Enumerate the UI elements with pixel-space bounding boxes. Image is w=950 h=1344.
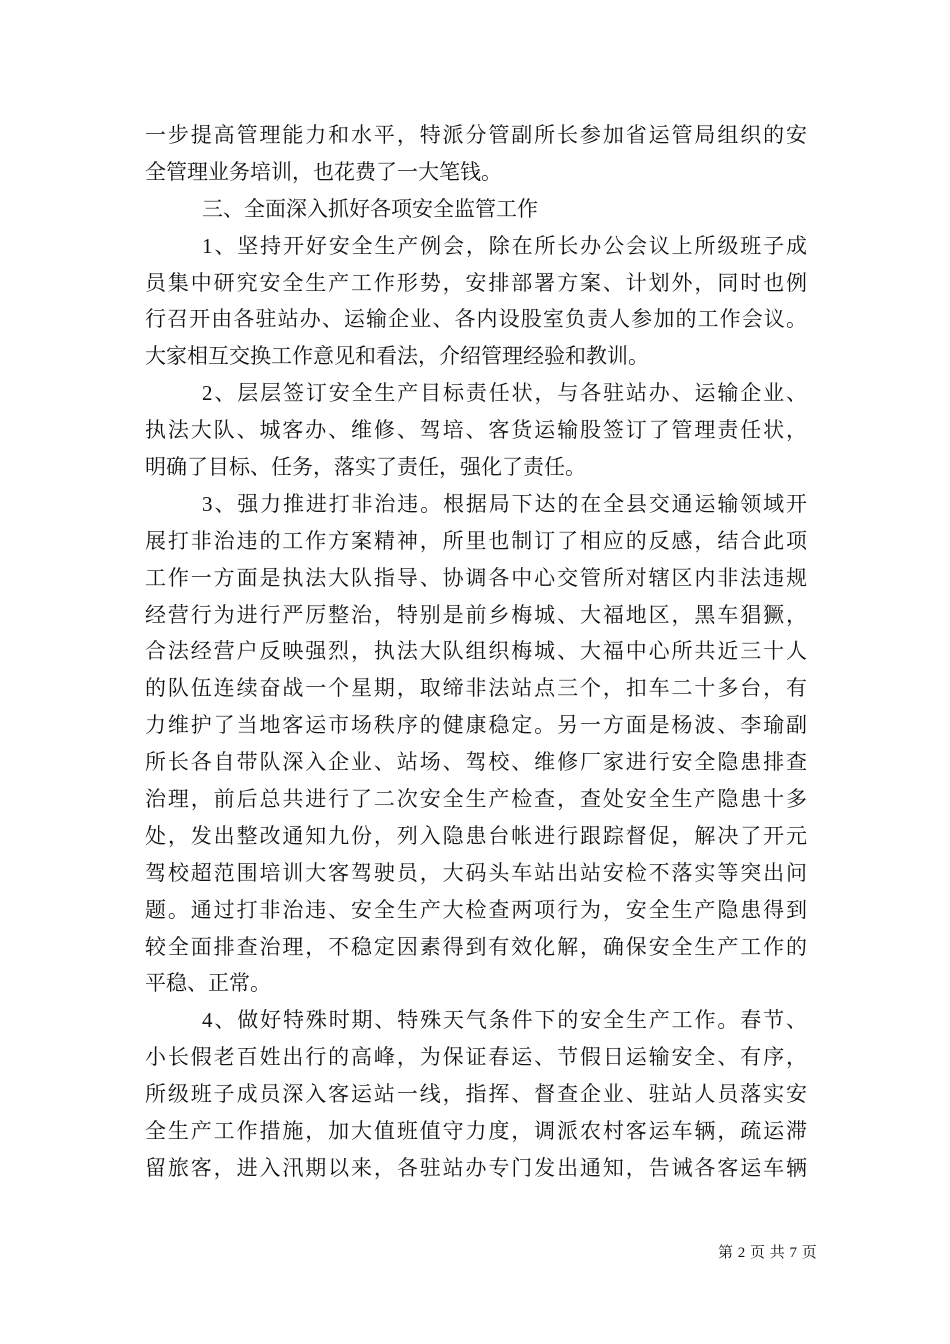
page-number: 第 2 页 共 7 页 <box>718 1245 818 1261</box>
text-block <box>145 117 807 1187</box>
document-line: 一步提高管理能力和水平，特派分管副所长参加省运管局组织的安 <box>145 123 807 147</box>
document-line: 小长假老百姓出行的高峰，为保证春运、节假日运输安全、有序， <box>145 1045 807 1070</box>
document-line: 的队伍连续奋战一个星期，取缔非法站点三个，扣车二十多台，有 <box>145 676 807 701</box>
document-line: 经营行为进行严厉整治，特别是前乡梅城、大福地区，黑车猖獗， <box>145 602 807 627</box>
document-line: 全管理业务培训，也花费了一大笔钱。 <box>145 159 502 184</box>
document-line: 题。通过打非治违、安全生产大检查两项行为，安全生产隐患得到 <box>145 897 807 922</box>
document-line: 力维护了当地客运市场秩序的健康稳定。另一方面是杨波、李瑜副 <box>145 713 807 738</box>
document-line: 执法大队、城客办、维修、驾培、客货运输股签订了管理责任状， <box>145 418 807 443</box>
document-line: 留旅客，进入汛期以来，各驻站办专门发出通知，告诫各客运车辆 <box>145 1155 807 1180</box>
document-line: 驾校超范围培训大客驾驶员，大码头车站出站安检不落实等突出问 <box>145 860 807 885</box>
document-line: 1、坚持开好安全生产例会，除在所长办公会议上所级班子成 <box>202 233 807 258</box>
document-line: 治理，前后总共进行了二次安全生产检查，查处安全生产隐患十多 <box>145 787 807 812</box>
document-line: 所级班子成员深入客运站一线，指挥、督查企业、驻站人员落实安 <box>145 1082 807 1107</box>
document-line: 大家相互交换工作意见和看法，介绍管理经验和教训。 <box>145 344 649 369</box>
document-line: 全生产工作措施，加大值班值守力度，调派农村客运车辆，疏运滞 <box>145 1119 807 1144</box>
document-line: 合法经营户反映强烈，执法大队组织梅城、大福中心所共近三十人 <box>145 639 807 664</box>
document-line: 员集中研究安全生产工作形势，安排部署方案、计划外，同时也例 <box>145 270 807 295</box>
document-line: 较全面排查治理，不稳定因素得到有效化解，确保安全生产工作的 <box>145 934 807 959</box>
document-line: 展打非治违的工作方案精神，所里也制订了相应的反感，结合此项 <box>145 528 807 553</box>
document-line: 2、层层签订安全生产目标责任状，与各驻站办、运输企业、 <box>202 381 807 406</box>
document-line: 平稳、正常。 <box>145 971 271 996</box>
document-line: 行召开由各驻站办、运输企业、各内设股室负责人参加的工作会议。 <box>145 307 807 332</box>
document-line: 工作一方面是执法大队指导、协调各中心交管所对辖区内非法违规 <box>145 565 807 590</box>
document-line: 处，发出整改通知九份，列入隐患台帐进行跟踪督促，解决了开元 <box>145 823 807 848</box>
document-line: 4、做好特殊时期、特殊天气条件下的安全生产工作。春节、 <box>202 1008 807 1033</box>
document-line: 3、强力推进打非治违。根据局下达的在全县交通运输领域开 <box>202 491 807 516</box>
document-line: 三、全面深入抓好各项安全监管工作 <box>202 196 538 221</box>
document-line: 明确了目标、任务，落实了责任，强化了责任。 <box>145 455 586 480</box>
document-line: 所长各自带队深入企业、站场、驾校、维修厂家进行安全隐患排查 <box>145 750 807 775</box>
